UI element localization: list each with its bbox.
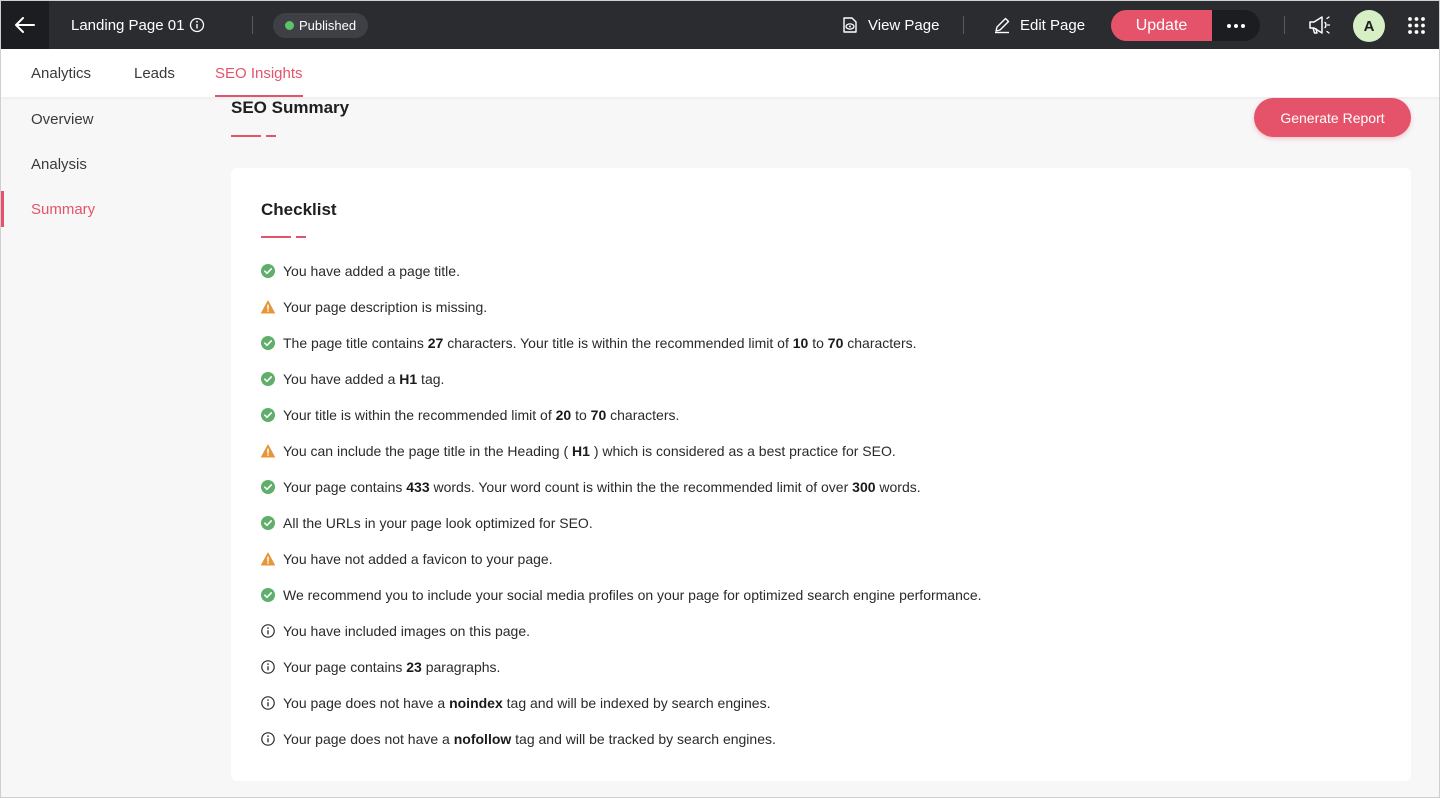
divider [963, 16, 964, 34]
checklist-item [261, 541, 1381, 577]
checklist-text: to [571, 407, 591, 423]
more-dots-icon [1227, 24, 1245, 28]
checklist-item-text [283, 515, 593, 531]
checklist-item [261, 469, 1381, 505]
checklist-text: characters. [606, 407, 680, 423]
info-icon [261, 660, 275, 674]
checklist-text: The page title contains [283, 335, 428, 351]
edit-page-button[interactable] [993, 1, 1085, 49]
more-options-button[interactable] [1212, 10, 1260, 41]
title-underline [231, 135, 276, 137]
checklist-value: H1 [399, 371, 418, 387]
info-icon [261, 624, 275, 638]
megaphone-icon[interactable] [1307, 14, 1331, 36]
checklist-value: 70 [827, 335, 844, 351]
checklist-item [261, 577, 1381, 613]
checklist-text: characters. Your title is within the recommended limit of [443, 335, 793, 351]
sidebar-item-analysis[interactable]: Analysis [31, 155, 87, 173]
checklist-item [261, 325, 1381, 361]
checklist-text: Your title is within the recommended limit of [283, 407, 556, 423]
checklist-text: tag and will be indexed by search engines. [502, 695, 771, 711]
status-label: Published [299, 18, 357, 33]
check-circle-icon [261, 480, 275, 494]
page-name: Landing Page 01 [71, 16, 185, 34]
view-page-label: View Page [868, 16, 940, 34]
divider [1284, 16, 1285, 34]
checklist-text: You can include the page title in the Heading ( [283, 443, 573, 459]
checklist-item-text [283, 335, 917, 351]
check-circle-icon [261, 516, 275, 530]
checklist-text: You have added a page title. [283, 263, 460, 279]
page-title: SEO Summary [231, 98, 350, 117]
generate-report-button[interactable]: Generate Report [1254, 98, 1411, 137]
tab-bar [1, 49, 1440, 97]
checklist-text: Your page contains [283, 659, 407, 675]
checklist-value: 70 [590, 407, 607, 423]
checklist-text: words. Your word count is within the the recommended limit of over [429, 479, 853, 495]
checklist-text: tag and will be tracked by search engines. [511, 731, 776, 747]
checklist-item-text [283, 407, 679, 423]
checklist-value: 433 [406, 479, 430, 495]
warning-icon [261, 444, 275, 458]
checklist-value: H1 [572, 443, 590, 459]
checklist-text: You have not added a favicon to your page. [283, 551, 553, 567]
checklist-item [261, 685, 1381, 721]
pencil-icon [993, 16, 1011, 34]
info-icon [261, 732, 275, 746]
tab-leads[interactable]: Leads [134, 64, 175, 82]
tab-seo-insights[interactable]: SEO Insights [215, 49, 303, 97]
checklist-item-text [283, 587, 982, 603]
checklist-item [261, 253, 1381, 289]
checklist-item-text [283, 443, 896, 459]
checklist-text: Your page description is missing. [283, 299, 488, 315]
checklist-item [261, 361, 1381, 397]
checklist-item [261, 721, 1381, 757]
checklist-title: Checklist [261, 200, 337, 219]
checklist-text: characters. [843, 335, 917, 351]
checklist-item-text [283, 659, 500, 675]
divider [252, 16, 253, 34]
eye-page-icon [841, 16, 859, 34]
checklist-item-text [283, 371, 444, 387]
checklist-value: 10 [792, 335, 809, 351]
check-circle-icon [261, 588, 275, 602]
sidebar [1, 97, 201, 798]
checklist-text: paragraphs. [421, 659, 501, 675]
info-icon[interactable] [189, 17, 205, 33]
view-page-button[interactable] [841, 1, 939, 49]
check-circle-icon [261, 336, 275, 350]
status-dot-icon [285, 21, 294, 30]
warning-icon [261, 300, 275, 314]
avatar[interactable]: A [1353, 10, 1385, 42]
checklist-item-text [283, 551, 553, 567]
checklist-item-text [283, 479, 921, 495]
checklist-item-text [283, 263, 460, 279]
checklist-item [261, 649, 1381, 685]
checklist-text: to [808, 335, 828, 351]
check-circle-icon [261, 264, 275, 278]
update-button-group [1111, 10, 1260, 41]
checklist-item-text [283, 299, 487, 315]
checklist-item [261, 613, 1381, 649]
checklist-item [261, 505, 1381, 541]
check-circle-icon [261, 372, 275, 386]
checklist-item-text [283, 731, 776, 747]
checklist-text: words. [875, 479, 921, 495]
sidebar-item-overview[interactable]: Overview [31, 110, 94, 128]
checklist-value: nofollow [453, 731, 512, 747]
apps-grid-icon[interactable] [1408, 17, 1425, 34]
checklist-text: We recommend you to include your social media profiles on your page for optimized search engine performance. [283, 587, 982, 603]
status-badge [273, 13, 368, 38]
checklist-value: 300 [852, 479, 876, 495]
checklist-item [261, 433, 1381, 469]
checklist-item-text [283, 695, 770, 711]
check-circle-icon [261, 408, 275, 422]
checklist-value: 23 [406, 659, 422, 675]
sidebar-item-summary[interactable]: Summary [1, 191, 201, 227]
tab-analytics[interactable]: Analytics [31, 64, 92, 82]
checklist-text: tag. [417, 371, 445, 387]
back-button[interactable] [1, 1, 49, 49]
update-button[interactable]: Update [1111, 10, 1212, 41]
checklist-text: You page does not have a [283, 695, 450, 711]
checklist-value: 20 [555, 407, 572, 423]
checklist-text: All the URLs in your page look optimized for SEO. [283, 515, 593, 531]
checklist-title-underline [261, 236, 306, 238]
checklist-text: You have added a [283, 371, 400, 387]
warning-icon [261, 552, 275, 566]
checklist-text: ) which is considered as a best practice for SEO. [589, 443, 896, 459]
checklist-text: Your page contains [283, 479, 407, 495]
checklist-item [261, 289, 1381, 325]
info-icon [261, 696, 275, 710]
edit-page-label: Edit Page [1020, 16, 1086, 34]
arrow-left-icon [15, 17, 35, 33]
checklist-text: Your page does not have a [283, 731, 454, 747]
checklist-item-text [283, 623, 530, 639]
checklist-item [261, 397, 1381, 433]
checklist-card [231, 168, 1411, 781]
top-bar [1, 1, 1440, 49]
checklist [261, 253, 1381, 757]
checklist-value: noindex [449, 695, 503, 711]
checklist-value: 27 [427, 335, 444, 351]
checklist-text: You have included images on this page. [283, 623, 530, 639]
